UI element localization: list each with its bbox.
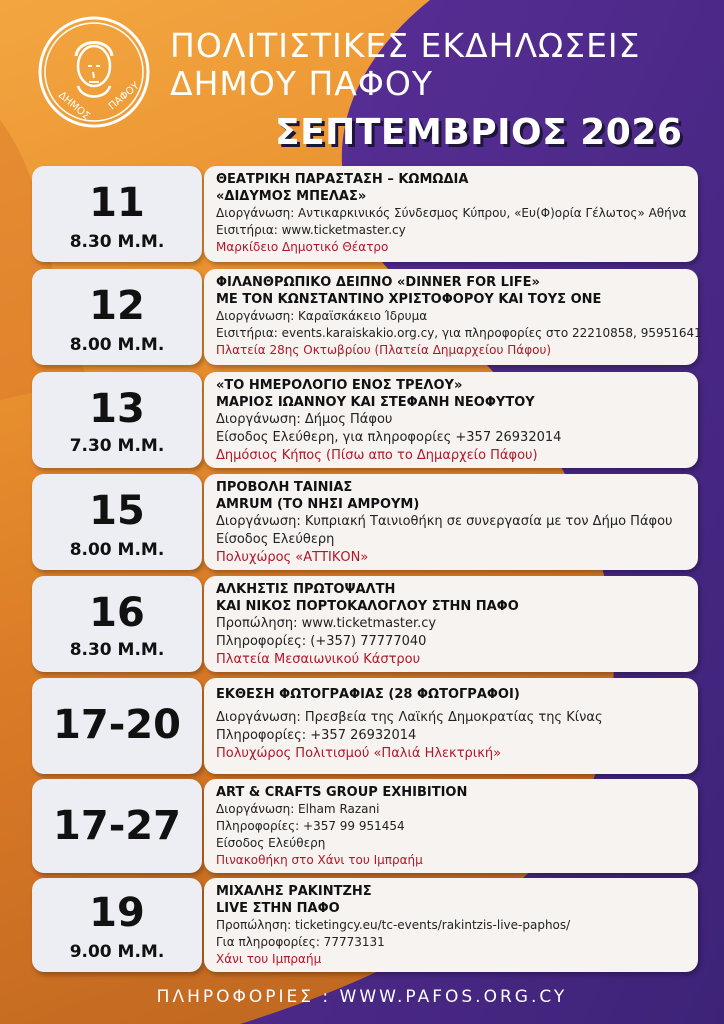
event-info-box: [204, 269, 702, 365]
footer-info: ΠΛΗΡΟΦΟΡΙΕΣ : WWW.PAFOS.ORG.CY: [156, 987, 568, 1007]
event-time: 7.30 Μ.Μ.: [69, 436, 165, 456]
event-detail: Διοργάνωση: Πρεσβεία της Λαϊκής Δημοκρατίας της Κίνας: [216, 710, 603, 725]
event-date-box: [32, 678, 202, 774]
event-venue: Πλατεία Μεσαιωνικού Κάστρου: [216, 652, 421, 667]
event-detail: Διοργάνωση: Elham Razani: [216, 802, 380, 816]
event-date-box: [32, 779, 202, 873]
header-title-line1: ΠΟΛΙΤΙΣΤΙΚΕΣ ΕΚΔΗΛΩΣΕΙΣ: [170, 26, 641, 65]
event-day: 12: [89, 283, 145, 329]
event-venue: Πολυχώρος Πολιτισμού «Παλιά Ηλεκτρική»: [216, 746, 502, 761]
month-title: ΣΕΠΤΕΜΒΡΙΟΣ 2026: [275, 112, 683, 153]
event-info-box: [204, 576, 698, 672]
event-title: ART & CRAFTS GROUP EXHIBITION: [216, 785, 468, 800]
event-date-box: [32, 269, 202, 365]
event-detail: Είσοδος Ελεύθερη, για πληροφορίες +357 26932014: [216, 430, 562, 445]
event-title: AMRUM (ΤΟ ΝΗΣΙ ΑΜΡΟΥΜ): [216, 497, 420, 512]
event-venue: Μαρκίδειο Δημοτικό Θέατρο: [216, 240, 389, 254]
event-detail: Διοργάνωση: Καραϊσκάκειο Ίδρυμα: [216, 309, 428, 323]
event-row: [32, 878, 698, 972]
event-row: [32, 779, 698, 873]
event-title: «ΤΟ ΗΜΕΡΟΛΟΓΙΟ ΕΝΟΣ ΤΡΕΛΟΥ»: [216, 378, 463, 393]
event-row: [32, 372, 698, 468]
event-detail: Προπώληση: www.ticketmaster.cy: [216, 616, 437, 631]
event-detail: Για πληροφορίες: 77773131: [216, 935, 385, 949]
event-date-box: [32, 474, 202, 570]
event-time: 8.30 Μ.Μ.: [69, 232, 165, 252]
event-info-box: [204, 678, 698, 774]
event-title: ΦΙΛΑΝΘΡΩΠΙΚΟ ΔΕΙΠΝΟ «DINNER FOR LIFE»: [216, 275, 540, 290]
event-info-box: [204, 779, 698, 873]
event-detail: Διοργάνωση: Δήμος Πάφου: [216, 412, 393, 427]
event-detail: Διοργάνωση: Αντικαρκινικός Σύνδεσμος Κύπρου, «Ευ(Φ)ορία Γέλωτος» Αθήνα: [216, 206, 687, 220]
header-title-line2: ΔΗΜΟΥ ΠΑΦΟΥ: [170, 64, 433, 103]
event-detail: Είσοδος Ελεύθερη: [216, 836, 326, 850]
event-title: ΜΙΧΑΛΗΣ ΡΑΚΙΝΤΖΗΣ: [216, 884, 372, 899]
event-day: 15: [89, 488, 145, 534]
event-info-box: [204, 474, 698, 570]
event-detail: Προπώληση: ticketingcy.eu/tc-events/rakintzis-live-paphos/: [216, 918, 571, 932]
event-venue: Πλατεία 28ης Οκτωβρίου (Πλατεία Δημαρχείου Πάφου): [216, 343, 552, 357]
event-day: 17-27: [53, 803, 181, 849]
event-detail: Είσοδος Ελεύθερη: [216, 532, 335, 547]
event-time: 8.30 Μ.Μ.: [69, 640, 165, 660]
event-row: [32, 269, 702, 365]
event-date-box: [32, 166, 202, 262]
event-row: [32, 678, 698, 774]
event-venue: Πινακοθήκη στο Χάνι του Ιμπραήμ: [216, 853, 423, 867]
event-title: ΠΡΟΒΟΛΗ ΤΑΙΝΙΑΣ: [216, 480, 353, 495]
event-title: ΘΕΑΤΡΙΚΗ ΠΑΡΑΣΤΑΣΗ – ΚΩΜΩΔΙΑ: [216, 172, 469, 187]
event-date-box: [32, 372, 202, 468]
event-date-box: [32, 878, 202, 972]
event-row: [32, 474, 698, 570]
event-venue: Δημόσιος Κήπος (Πίσω απο το Δημαρχείο Πάφου): [216, 448, 538, 463]
municipality-logo: [38, 16, 150, 128]
event-detail: Πληροφορίες: +357 26932014: [216, 728, 417, 743]
event-date-box: [32, 576, 202, 672]
event-day: 11: [89, 180, 145, 226]
event-title: ΑΛΚΗΣΤΙΣ ΠΡΩΤΟΨΑΛΤΗ: [216, 582, 396, 597]
event-venue: Χάνι του Ιμπραήμ: [216, 952, 322, 966]
event-title: ΜΕ ΤΟΝ ΚΩΝΣΤΑΝΤΙΝΟ ΧΡΙΣΤΟΦΟΡΟΥ ΚΑΙ ΤΟΥΣ ONE: [216, 292, 602, 307]
event-venue: Πολυχώρος «ΑΤΤΙΚΟΝ»: [216, 550, 369, 565]
event-info-box: [204, 372, 698, 468]
event-title: ΕΚΘΕΣΗ ΦΩΤΟΓΡΑΦΙΑΣ (28 ΦΩΤΟΓΡΑΦΟΙ): [216, 687, 520, 702]
logo-right-text: ΠΑΦΟΥ: [106, 80, 142, 113]
event-row: [32, 166, 698, 262]
event-day: 17-20: [53, 702, 181, 748]
event-detail: Εισιτήρια: events.karaiskakio.org.cy, για πληροφορίες στο 22210858, 95951641: [216, 326, 702, 340]
logo-left-text: ΔΗΜΟΣ: [56, 89, 92, 123]
event-title: ΚΑΙ ΝΙΚΟΣ ΠΟΡΤΟΚΑΛΟΓΛΟΥ ΣΤΗΝ ΠΑΦΟ: [216, 599, 519, 614]
event-detail: Διοργάνωση: Κυπριακή Ταινιοθήκη σε συνεργασία με τον Δήμο Πάφου: [216, 514, 673, 529]
event-day: 19: [89, 890, 145, 936]
event-day: 16: [89, 590, 145, 636]
event-time: 9.00 Μ.Μ.: [69, 942, 165, 962]
event-time: 8.00 Μ.Μ.: [69, 540, 165, 560]
event-detail: Πληροφορίες: (+357) 77777040: [216, 634, 427, 649]
event-detail: Πληροφορίες: +357 99 951454: [216, 819, 405, 833]
event-info-box: [204, 878, 698, 972]
event-title: ΜΑΡΙΟΣ ΙΩΑΝΝΟΥ ΚΑΙ ΣΤΕΦΑΝΗ ΝΕΟΦΥΤΟΥ: [216, 395, 535, 410]
event-day: 13: [89, 386, 145, 432]
event-detail: Εισιτήρια: www.ticketmaster.cy: [216, 223, 406, 237]
event-title: LIVE ΣΤΗΝ ΠΑΦΟ: [216, 901, 340, 916]
event-time: 8.00 Μ.Μ.: [69, 335, 165, 355]
event-row: [32, 576, 698, 672]
event-info-box: [204, 166, 698, 262]
event-title: «ΔΙΔΥΜΟΣ ΜΠΕΛΑΣ»: [216, 189, 367, 204]
